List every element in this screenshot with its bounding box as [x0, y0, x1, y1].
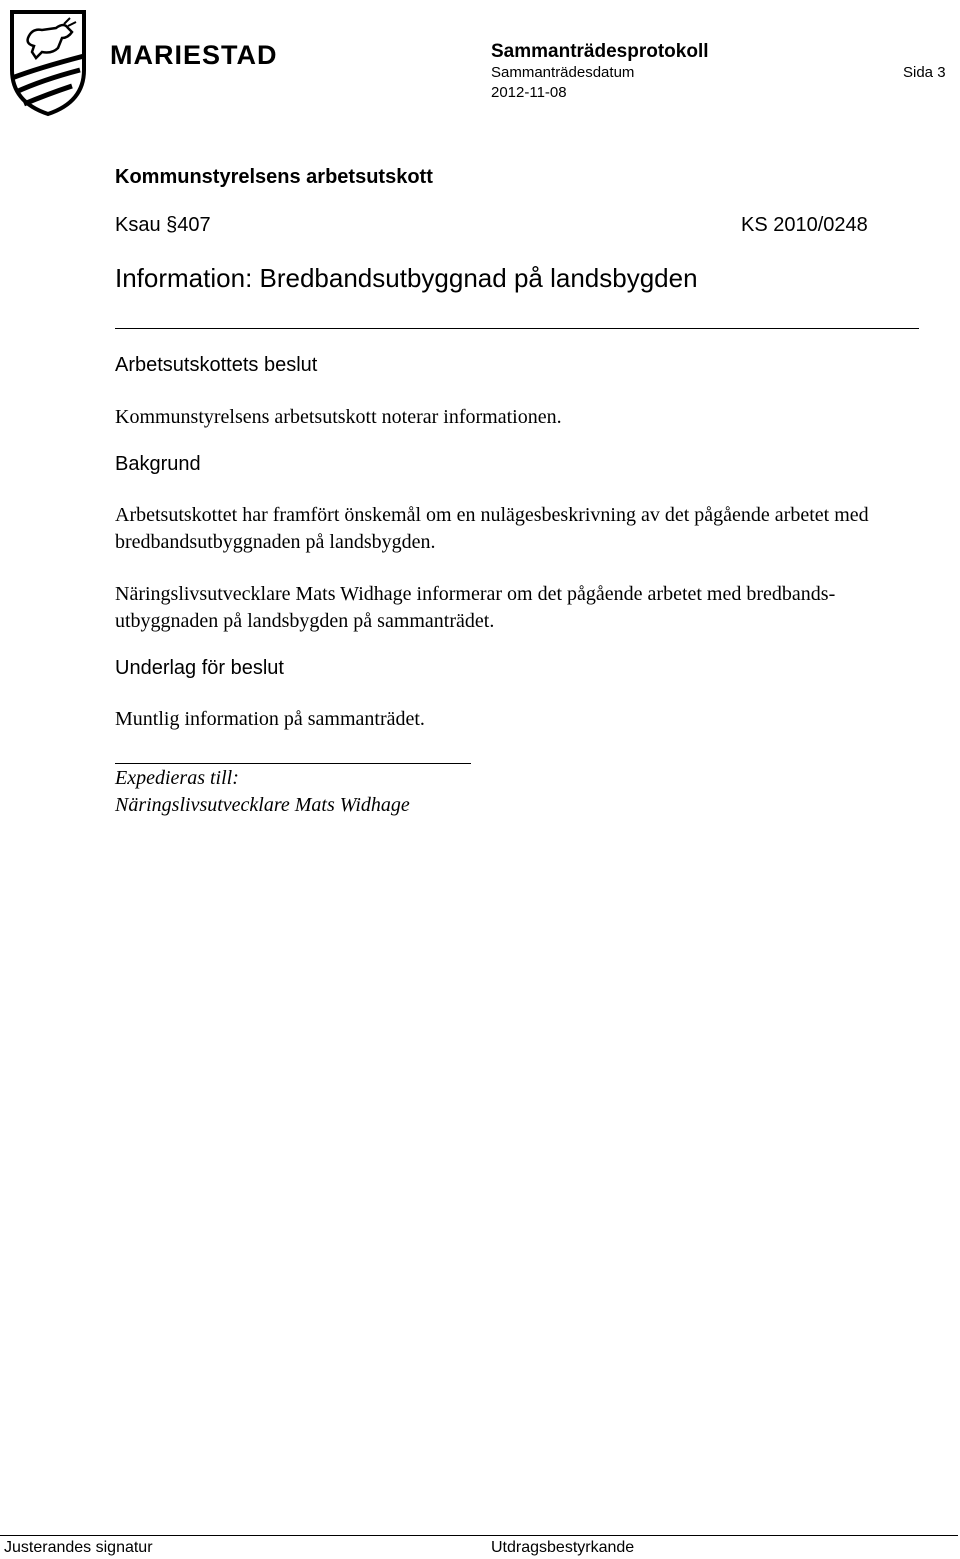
mariestad-coat-of-arms-icon [8, 8, 88, 118]
background-paragraph-2: Näringslivsutvecklare Mats Widhage informerar om det pågående arbetet med bredbands-utbyggnaden på landsbygden på sammanträdet. [115, 583, 836, 632]
date-label: Sammanträdesdatum [491, 64, 635, 81]
signature-field-label: Justerandes signatur [4, 1539, 153, 1556]
committee-name: Kommunstyrelsens arbetsutskott [115, 166, 433, 188]
paragraph-symbol: § [166, 214, 178, 236]
distribution-recipient: Näringslivsutvecklare Mats Widhage [115, 794, 410, 816]
paragraph-prefix: Ksau [115, 214, 161, 236]
certification-field-label: Utdragsbestyrkande [491, 1539, 635, 1556]
background-heading: Bakgrund [115, 453, 201, 475]
logo-text: MARIESTAD [110, 40, 278, 70]
meeting-date: 2012-11-08 [491, 84, 567, 101]
paragraph-number: 407 [177, 214, 211, 236]
distribution-label: Expedieras till: [115, 767, 239, 789]
footer-divider [0, 1535, 958, 1536]
item-title: Information: Bredbandsutbyggnad på landsbygden [115, 263, 698, 293]
decision-heading: Arbetsutskottets beslut [115, 354, 318, 376]
page-number: Sida 3 [903, 64, 946, 81]
basis-text: Muntlig information på sammanträdet. [115, 708, 425, 730]
distribution-divider [115, 763, 471, 764]
decision-text: Kommunstyrelsens arbetsutskott noterar informationen. [115, 406, 562, 428]
background-paragraph-1: Arbetsutskottet har framfört önskemål om en nulägesbeskrivning av det pågående arbetet med bredbandsutbyggnaden på landsbygden. [115, 504, 869, 553]
basis-heading: Underlag för beslut [115, 657, 284, 679]
document-type: Sammanträdesprotokoll [491, 41, 709, 62]
case-number: KS 2010/0248 [741, 214, 868, 236]
title-divider [115, 328, 919, 329]
paragraph-id [115, 214, 211, 237]
